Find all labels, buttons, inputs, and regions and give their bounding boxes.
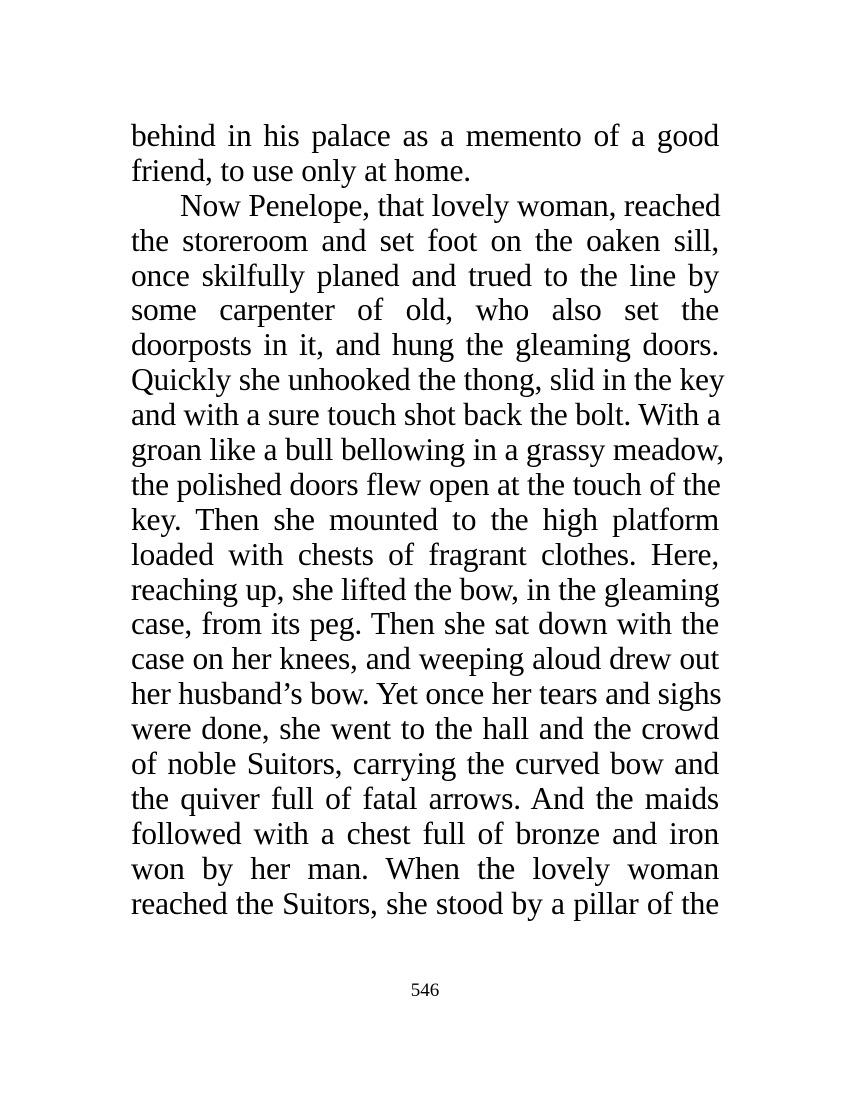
text-line: some carpenter of old, who also set the [131,292,719,328]
text-line: friend, to use only at home. [131,152,471,188]
text-line: loaded with chests of fragrant clothes. Here, [131,536,719,572]
text-line: case on her knees, and weeping aloud drew out [131,641,719,677]
text-line: the polished doors flew open at the touch of the [131,466,721,502]
body-text [131,118,725,921]
text-line: won by her man. When the lovely woman [131,850,719,886]
text-line: Quickly she unhooked the thong, slid in the key [131,362,725,398]
text-line: followed with a chest full of bronze and iron [131,815,719,851]
text-line: the storeroom and set foot on the oaken sill, [131,222,719,258]
page-number: 546 [410,980,440,1001]
text-line: of noble Suitors, carrying the curved bow and [131,746,719,782]
paragraph-first-line: Now Penelope, that lovely woman, reached [180,187,721,223]
text-line: her husband’s bow. Yet once her tears and sighs [131,676,722,712]
text-line: were done, she went to the hall and the crowd [131,711,719,747]
text-line: behind in his palace as a memento of a good [131,118,719,153]
text-line: key. Then she mounted to the high platform [131,501,719,537]
text-line: reached the Suitors, she stood by a pillar of the [131,885,719,921]
text-line: doorposts in it, and hung the gleaming doors. [131,327,719,363]
text-line: case, from its peg. Then she sat down with the [131,606,719,642]
text-line: groan like a bull bellowing in a grassy meadow, [131,432,725,468]
text-line: and with a sure touch shot back the bolt. With a [131,397,721,433]
text-line: reaching up, she lifted the bow, in the gleaming [131,571,720,607]
text-line: once skilfully planed and trued to the line by [131,257,719,293]
text-line: the quiver full of fatal arrows. And the maids [131,780,719,816]
